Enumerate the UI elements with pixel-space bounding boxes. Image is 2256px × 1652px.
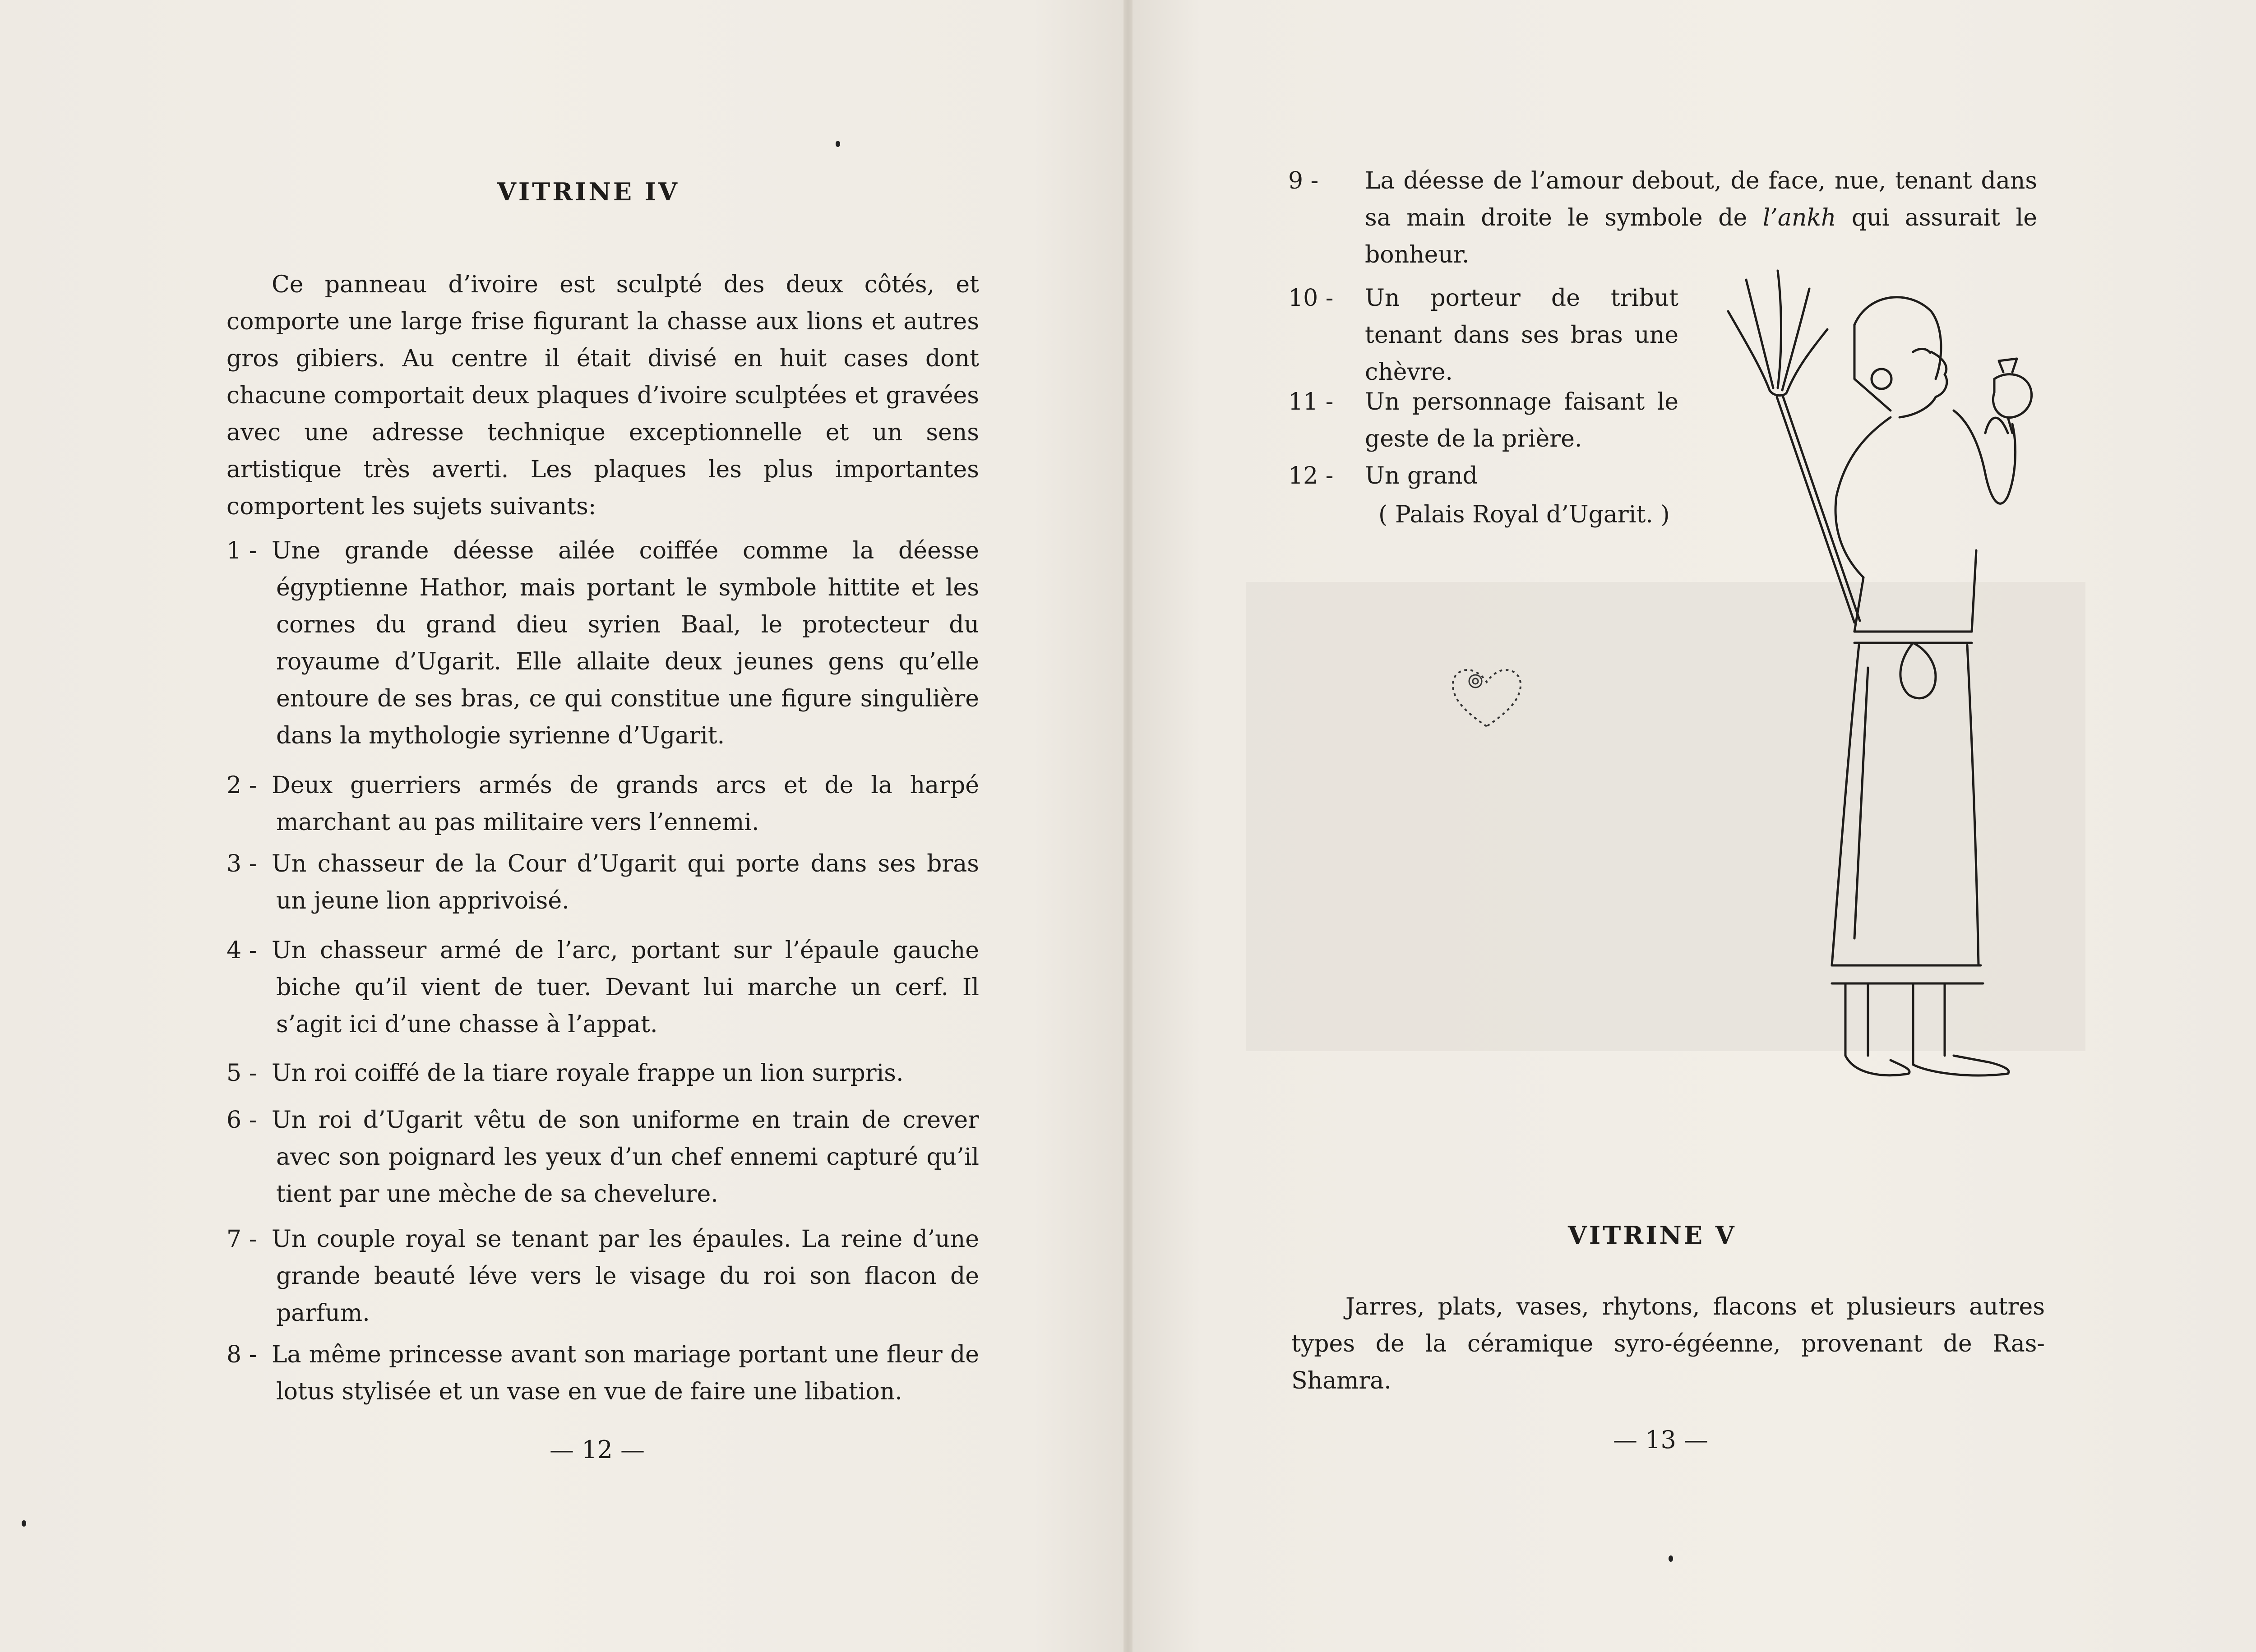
item-text: La déesse de l’amour debout, de face, nue, tenant dans sa main droite le symbole de l’ankh qui assurait le bonheur. — [1365, 167, 2037, 268]
item-number: 8 - — [227, 1341, 257, 1368]
ankh-term: l’ankh — [1762, 204, 1836, 231]
item-number: 9 - — [1288, 167, 1319, 194]
item-number: 6 - — [227, 1107, 257, 1134]
item-number: 11 - — [1288, 388, 1334, 415]
ivory-figure-illustration — [1719, 262, 2062, 1110]
vitrine-v-heading: VITRINE V — [1568, 1221, 1737, 1250]
item-text: Une grande déesse ailée coiffée comme la déesse égyptienne Hathor, mais portant le symbole hittite et les cornes du grand dieu syrien Baal, le protecteur du royaume d’Ugarit. Elle allaite deux jeunes gens qu’elle entoure de ses bras, ce qui constitue une figure singulière dans la mythologie syrienne d’Ugarit. — [272, 537, 979, 749]
item-number: 2 - — [227, 772, 257, 799]
item-text: Un porteur de tribut tenant dans ses bras une chèvre. — [1365, 285, 1678, 386]
ink-speck — [836, 141, 840, 147]
item-text: Un roi coiffé de la tiare royale frappe un lion surpris. — [272, 1060, 904, 1087]
item-text: Un personnage faisant le geste de la prière. — [1365, 388, 1678, 452]
item-number: 5 - — [227, 1060, 257, 1087]
vitrine-iv-heading: VITRINE IV — [497, 177, 680, 206]
item-number: 3 - — [227, 850, 257, 877]
book-gutter — [1123, 0, 1133, 1652]
item-text: Un chasseur de la Cour d’Ugarit qui porte dans ses bras un jeune lion apprivoisé. — [272, 850, 979, 914]
item-number: 12 - — [1288, 462, 1334, 489]
item-text: Un grand — [1365, 462, 1478, 489]
page-number: — 13 — — [1613, 1426, 1709, 1454]
figure-caption: ( Palais Royal d’Ugarit. ) — [1378, 501, 1670, 528]
pendant-illustration — [1448, 663, 1525, 731]
item-text: Un couple royal se tenant par les épaules. La reine d’une grande beauté léve vers le visage du roi son flacon de parfum. — [272, 1226, 979, 1327]
item-number: 10 - — [1288, 285, 1334, 312]
item-number: 1 - — [227, 537, 257, 564]
intro-paragraph: Ce panneau d’ivoire est sculpté des deux côtés, et comporte une large frise figurant la chasse aux lions et autres gros gibiers. Au centre il était divisé en huit cases dont chacune comportait deux plaques d’ivoire sculptées et gravées avec une adresse technique exceptionnelle et un sens artistique très averti. Les plaques les plus importantes comportent les sujets suivants: — [227, 271, 979, 520]
item-number: 4 - — [227, 937, 257, 964]
item-text: Un roi d’Ugarit vêtu de son uniforme en train de crever avec son poignard les yeux d’un chef ennemi capturé qu’il tient par une mèche de sa chevelure. — [272, 1107, 979, 1208]
vitrine-v-paragraph: Jarres, plats, vases, rhytons, flacons et plusieurs autres types de la céramique syro-égéenne, provenant de Ras-Shamra. — [1291, 1293, 2045, 1394]
left-page — [0, 0, 1123, 1652]
ink-speck — [1669, 1555, 1673, 1562]
item-number: 7 - — [227, 1226, 257, 1253]
ink-speck — [22, 1520, 26, 1527]
item-text: Un chasseur armé de l’arc, portant sur l’épaule gauche biche qu’il vient de tuer. Devant lui marche un cerf. Il s’agit ici d’une chasse à l’appat. — [272, 937, 979, 1038]
page-number: — 12 — — [550, 1435, 645, 1464]
item-text: La même princesse avant son mariage portant une fleur de lotus stylisée et un vase en vue de faire une libation. — [272, 1341, 979, 1405]
item-text: Deux guerriers armés de grands arcs et de la harpé marchant au pas militaire vers l’ennemi. — [272, 772, 979, 836]
right-page — [1133, 0, 2256, 1652]
